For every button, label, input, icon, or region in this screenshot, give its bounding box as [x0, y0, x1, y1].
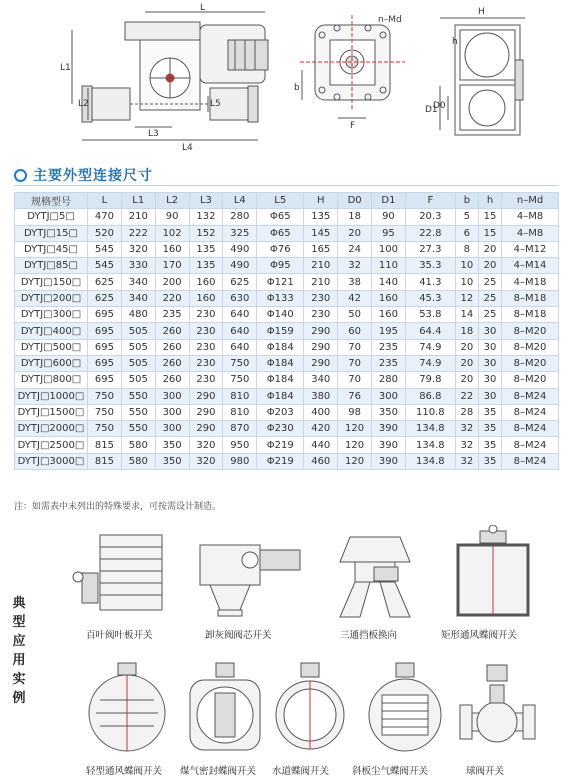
- value-cell: 8–M20: [502, 355, 559, 371]
- value-cell: 32: [455, 421, 478, 437]
- table-row: [15, 355, 559, 371]
- column-header: D1: [372, 193, 406, 209]
- value-cell: 695: [88, 355, 122, 371]
- value-cell: 14: [455, 307, 478, 323]
- value-cell: 400: [304, 404, 338, 420]
- value-cell: 45.3: [405, 290, 455, 306]
- value-cell: 550: [121, 404, 155, 420]
- value-cell: 8–M20: [502, 339, 559, 355]
- value-cell: 210: [304, 258, 338, 274]
- table-row: [15, 453, 559, 469]
- footnote: 注：如需表中未列出的特殊要求，可按需设计制造。: [14, 502, 222, 512]
- value-cell: 260: [155, 355, 189, 371]
- value-cell: 950: [223, 437, 257, 453]
- value-cell: 550: [121, 388, 155, 404]
- spec-table: [14, 192, 559, 470]
- value-cell: 210: [304, 274, 338, 290]
- value-cell: 695: [88, 323, 122, 339]
- value-cell: 60: [338, 323, 372, 339]
- dim-label-H: H: [478, 7, 485, 17]
- value-cell: 290: [189, 388, 223, 404]
- value-cell: 380: [304, 388, 338, 404]
- table-row: [15, 209, 559, 225]
- value-cell: 505: [121, 355, 155, 371]
- value-cell: 480: [121, 307, 155, 323]
- value-cell: 32: [455, 453, 478, 469]
- value-cell: 22.8: [405, 225, 455, 241]
- value-cell: 165: [304, 241, 338, 257]
- column-header: D0: [338, 193, 372, 209]
- value-cell: 8–M24: [502, 453, 559, 469]
- value-cell: 290: [189, 404, 223, 420]
- value-cell: 550: [121, 421, 155, 437]
- value-cell: Φ203: [257, 404, 304, 420]
- value-cell: 505: [121, 323, 155, 339]
- side-label: 典型应用实例: [12, 596, 26, 706]
- value-cell: 20: [455, 339, 478, 355]
- value-cell: 20.3: [405, 209, 455, 225]
- value-cell: Φ219: [257, 437, 304, 453]
- title-divider: [14, 185, 559, 186]
- value-cell: 35: [478, 421, 501, 437]
- table-row: [15, 372, 559, 388]
- value-cell: Φ184: [257, 372, 304, 388]
- value-cell: 695: [88, 372, 122, 388]
- value-cell: 90: [155, 209, 189, 225]
- value-cell: 4–M8: [502, 209, 559, 225]
- value-cell: 120: [338, 421, 372, 437]
- value-cell: 300: [372, 388, 406, 404]
- value-cell: 350: [155, 453, 189, 469]
- value-cell: 230: [189, 323, 223, 339]
- table-body: [15, 209, 559, 470]
- dim-label-b: b: [294, 83, 300, 93]
- value-cell: 120: [338, 437, 372, 453]
- value-cell: 30: [478, 323, 501, 339]
- flange-view-drawing: [300, 15, 405, 118]
- louver-valve-illustration: [70, 525, 170, 620]
- value-cell: Φ184: [257, 339, 304, 355]
- value-cell: 580: [121, 437, 155, 453]
- value-cell: 545: [88, 241, 122, 257]
- value-cell: 4–M8: [502, 225, 559, 241]
- value-cell: 132: [189, 209, 223, 225]
- value-cell: 30: [478, 339, 501, 355]
- table-row: [15, 388, 559, 404]
- value-cell: 53.8: [405, 307, 455, 323]
- value-cell: 35: [478, 437, 501, 453]
- value-cell: 260: [155, 372, 189, 388]
- value-cell: 74.9: [405, 355, 455, 371]
- value-cell: 640: [223, 307, 257, 323]
- value-cell: 695: [88, 339, 122, 355]
- value-cell: 695: [88, 307, 122, 323]
- dim-label-h: h: [452, 37, 458, 47]
- dim-label-L4: L4: [182, 143, 193, 153]
- model-cell: DYTJ□200□: [15, 290, 88, 306]
- gas-seal-butterfly-valve-illustration: [180, 655, 270, 755]
- water-butterfly-valve-illustration: [270, 655, 350, 755]
- value-cell: 8–M20: [502, 323, 559, 339]
- value-cell: 20: [478, 258, 501, 274]
- column-header: L4: [223, 193, 257, 209]
- value-cell: 35: [478, 404, 501, 420]
- value-cell: 280: [372, 372, 406, 388]
- value-cell: 15: [478, 225, 501, 241]
- value-cell: 230: [304, 290, 338, 306]
- caption-gas-seal: 煤气密封蝶阀开关: [180, 766, 257, 777]
- dim-label-F: F: [350, 121, 356, 131]
- section-heading: [14, 165, 153, 185]
- value-cell: 220: [155, 290, 189, 306]
- value-cell: 300: [155, 404, 189, 420]
- value-cell: 134.8: [405, 421, 455, 437]
- value-cell: 41.3: [405, 274, 455, 290]
- table-row: [15, 290, 559, 306]
- value-cell: 86.8: [405, 388, 455, 404]
- value-cell: 390: [372, 437, 406, 453]
- value-cell: 320: [189, 453, 223, 469]
- column-header: h: [478, 193, 501, 209]
- value-cell: 340: [121, 274, 155, 290]
- value-cell: 280: [223, 209, 257, 225]
- value-cell: 8–M18: [502, 290, 559, 306]
- table-row: [15, 404, 559, 420]
- value-cell: 8–M24: [502, 437, 559, 453]
- value-cell: 625: [88, 274, 122, 290]
- value-cell: 20: [478, 241, 501, 257]
- value-cell: 8–M24: [502, 404, 559, 420]
- value-cell: 260: [155, 339, 189, 355]
- model-cell: DYTJ□300□: [15, 307, 88, 323]
- table-row: [15, 274, 559, 290]
- value-cell: 79.8: [405, 372, 455, 388]
- model-cell: DYTJ□2000□: [15, 421, 88, 437]
- dim-label-L5: L5: [210, 99, 221, 109]
- value-cell: 24: [338, 241, 372, 257]
- value-cell: 490: [223, 241, 257, 257]
- value-cell: 135: [304, 209, 338, 225]
- value-cell: 325: [223, 225, 257, 241]
- caption-ash-valve: 卸灰阀阀芯开关: [205, 630, 272, 641]
- value-cell: 6: [455, 225, 478, 241]
- value-cell: 300: [155, 388, 189, 404]
- three-way-diverter-illustration: [330, 532, 420, 622]
- model-cell: DYTJ□2500□: [15, 437, 88, 453]
- dim-label-L1: L1: [60, 63, 71, 73]
- value-cell: 210: [121, 209, 155, 225]
- value-cell: 15: [478, 209, 501, 225]
- section-title: 主要外型连接尺寸: [33, 168, 153, 184]
- value-cell: 235: [155, 307, 189, 323]
- value-cell: 230: [189, 355, 223, 371]
- value-cell: 160: [189, 290, 223, 306]
- value-cell: 160: [372, 290, 406, 306]
- value-cell: Φ184: [257, 355, 304, 371]
- value-cell: 160: [155, 241, 189, 257]
- value-cell: 25: [478, 290, 501, 306]
- column-header: H: [304, 193, 338, 209]
- value-cell: 30: [478, 355, 501, 371]
- value-cell: 25: [478, 274, 501, 290]
- value-cell: 630: [223, 290, 257, 306]
- value-cell: 30: [478, 372, 501, 388]
- table-row: [15, 437, 559, 453]
- value-cell: 4–M14: [502, 258, 559, 274]
- model-cell: DYTJ□5□: [15, 209, 88, 225]
- table-row: [15, 258, 559, 274]
- value-cell: 420: [304, 421, 338, 437]
- value-cell: 70: [338, 372, 372, 388]
- value-cell: Φ184: [257, 388, 304, 404]
- dim-label-D1: D1: [425, 105, 438, 115]
- value-cell: 640: [223, 323, 257, 339]
- value-cell: 4–M18: [502, 274, 559, 290]
- value-cell: Φ159: [257, 323, 304, 339]
- caption-ball-valve: 球阀开关: [466, 766, 505, 777]
- value-cell: 8–M20: [502, 372, 559, 388]
- ash-discharge-valve-illustration: [190, 530, 310, 620]
- value-cell: 170: [155, 258, 189, 274]
- inclined-dust-butterfly-valve-illustration: [360, 655, 450, 755]
- value-cell: 8–M24: [502, 421, 559, 437]
- table-row: [15, 241, 559, 257]
- value-cell: 320: [189, 437, 223, 453]
- dim-label-n-md: n–Md: [378, 15, 402, 25]
- value-cell: 470: [88, 209, 122, 225]
- value-cell: 120: [338, 453, 372, 469]
- value-cell: 320: [121, 241, 155, 257]
- ball-valve-illustration: [455, 655, 540, 755]
- value-cell: 102: [155, 225, 189, 241]
- model-cell: DYTJ□150□: [15, 274, 88, 290]
- value-cell: 545: [88, 258, 122, 274]
- model-cell: DYTJ□400□: [15, 323, 88, 339]
- value-cell: 815: [88, 453, 122, 469]
- column-header: F: [405, 193, 455, 209]
- model-cell: DYTJ□600□: [15, 355, 88, 371]
- value-cell: 12: [455, 290, 478, 306]
- value-cell: 135: [189, 258, 223, 274]
- value-cell: 505: [121, 339, 155, 355]
- value-cell: 750: [88, 388, 122, 404]
- value-cell: 27.3: [405, 241, 455, 257]
- value-cell: 350: [155, 437, 189, 453]
- table-row: [15, 339, 559, 355]
- column-header: 规格型号: [15, 193, 88, 209]
- value-cell: 235: [372, 339, 406, 355]
- value-cell: Φ95: [257, 258, 304, 274]
- value-cell: 750: [88, 404, 122, 420]
- value-cell: 625: [223, 274, 257, 290]
- value-cell: 70: [338, 355, 372, 371]
- value-cell: 490: [223, 258, 257, 274]
- value-cell: 20: [455, 355, 478, 371]
- dim-label-L3: L3: [148, 129, 159, 139]
- value-cell: 300: [155, 421, 189, 437]
- value-cell: 20: [338, 225, 372, 241]
- value-cell: Φ140: [257, 307, 304, 323]
- value-cell: 64.4: [405, 323, 455, 339]
- value-cell: 440: [304, 437, 338, 453]
- value-cell: 18: [455, 323, 478, 339]
- value-cell: 4–M12: [502, 241, 559, 257]
- value-cell: Φ65: [257, 209, 304, 225]
- caption-light-butterfly: 轻型通风蝶阀开关: [86, 766, 163, 777]
- caption-three-way: 三通挡板换向: [340, 630, 398, 641]
- value-cell: 580: [121, 453, 155, 469]
- value-cell: 340: [304, 372, 338, 388]
- value-cell: 140: [372, 274, 406, 290]
- value-cell: 390: [372, 453, 406, 469]
- value-cell: 200: [155, 274, 189, 290]
- value-cell: 230: [189, 372, 223, 388]
- table-row: [15, 225, 559, 241]
- light-butterfly-valve-illustration: [80, 655, 175, 755]
- dim-label-D0: D0: [433, 101, 446, 111]
- value-cell: 135: [189, 241, 223, 257]
- value-cell: 350: [372, 404, 406, 420]
- value-cell: 70: [338, 339, 372, 355]
- column-header: n–Md: [502, 193, 559, 209]
- rectangular-butterfly-valve-illustration: [450, 525, 535, 620]
- value-cell: 750: [223, 372, 257, 388]
- model-cell: DYTJ□85□: [15, 258, 88, 274]
- caption-water-butterfly: 水道蝶阀开关: [272, 766, 330, 777]
- value-cell: 290: [304, 339, 338, 355]
- value-cell: 290: [189, 421, 223, 437]
- value-cell: 340: [121, 290, 155, 306]
- model-cell: DYTJ□3000□: [15, 453, 88, 469]
- column-header: L3: [189, 193, 223, 209]
- value-cell: Φ133: [257, 290, 304, 306]
- table-header-row: [15, 193, 559, 209]
- value-cell: Φ65: [257, 225, 304, 241]
- value-cell: Φ219: [257, 453, 304, 469]
- value-cell: 260: [155, 323, 189, 339]
- side-view-drawing: [72, 12, 268, 140]
- value-cell: 815: [88, 437, 122, 453]
- value-cell: 290: [304, 355, 338, 371]
- caption-inclined-dust: 斜板尘气蝶阀开关: [352, 766, 429, 777]
- value-cell: 152: [189, 225, 223, 241]
- value-cell: Φ121: [257, 274, 304, 290]
- value-cell: 195: [372, 323, 406, 339]
- value-cell: 10: [455, 274, 478, 290]
- value-cell: 134.8: [405, 453, 455, 469]
- value-cell: 42: [338, 290, 372, 306]
- value-cell: 160: [372, 307, 406, 323]
- value-cell: 18: [338, 209, 372, 225]
- table-row: [15, 421, 559, 437]
- column-header: L1: [121, 193, 155, 209]
- value-cell: 22: [455, 388, 478, 404]
- value-cell: 640: [223, 339, 257, 355]
- value-cell: 20: [455, 372, 478, 388]
- value-cell: 810: [223, 388, 257, 404]
- value-cell: 35.3: [405, 258, 455, 274]
- value-cell: 230: [189, 339, 223, 355]
- value-cell: 90: [372, 209, 406, 225]
- caption-louver-valve: 百叶阀叶板开关: [86, 630, 153, 641]
- model-cell: DYTJ□500□: [15, 339, 88, 355]
- table-row: [15, 323, 559, 339]
- value-cell: 810: [223, 404, 257, 420]
- bullet-ring-icon: [14, 169, 27, 182]
- value-cell: 100: [372, 241, 406, 257]
- model-cell: DYTJ□15□: [15, 225, 88, 241]
- value-cell: 505: [121, 372, 155, 388]
- value-cell: Φ230: [257, 421, 304, 437]
- value-cell: 32: [338, 258, 372, 274]
- value-cell: 750: [88, 421, 122, 437]
- value-cell: 134.8: [405, 437, 455, 453]
- model-cell: DYTJ□45□: [15, 241, 88, 257]
- value-cell: 8: [455, 241, 478, 257]
- value-cell: 110: [372, 258, 406, 274]
- value-cell: 145: [304, 225, 338, 241]
- value-cell: 160: [189, 274, 223, 290]
- value-cell: Φ76: [257, 241, 304, 257]
- column-header: L5: [257, 193, 304, 209]
- model-cell: DYTJ□1500□: [15, 404, 88, 420]
- column-header: L2: [155, 193, 189, 209]
- table-row: [15, 307, 559, 323]
- dimension-drawings: [0, 0, 572, 160]
- value-cell: 235: [372, 355, 406, 371]
- value-cell: 74.9: [405, 339, 455, 355]
- value-cell: 8–M18: [502, 307, 559, 323]
- value-cell: 625: [88, 290, 122, 306]
- column-header: b: [455, 193, 478, 209]
- value-cell: 230: [304, 307, 338, 323]
- value-cell: 30: [478, 388, 501, 404]
- value-cell: 110.8: [405, 404, 455, 420]
- value-cell: 28: [455, 404, 478, 420]
- value-cell: 980: [223, 453, 257, 469]
- value-cell: 25: [478, 307, 501, 323]
- value-cell: 460: [304, 453, 338, 469]
- model-cell: DYTJ□800□: [15, 372, 88, 388]
- model-cell: DYTJ□1000□: [15, 388, 88, 404]
- end-view-drawing: [440, 18, 525, 135]
- dim-label-L: L: [200, 3, 206, 13]
- value-cell: 5: [455, 209, 478, 225]
- value-cell: 520: [88, 225, 122, 241]
- dim-label-L2: L2: [78, 99, 89, 109]
- value-cell: 35: [478, 453, 501, 469]
- value-cell: 32: [455, 437, 478, 453]
- value-cell: 50: [338, 307, 372, 323]
- value-cell: 330: [121, 258, 155, 274]
- value-cell: 390: [372, 421, 406, 437]
- value-cell: 76: [338, 388, 372, 404]
- value-cell: 750: [223, 355, 257, 371]
- value-cell: 10: [455, 258, 478, 274]
- value-cell: 98: [338, 404, 372, 420]
- value-cell: 222: [121, 225, 155, 241]
- value-cell: 290: [304, 323, 338, 339]
- value-cell: 38: [338, 274, 372, 290]
- value-cell: 95: [372, 225, 406, 241]
- caption-rect-butterfly: 矩形通风蝶阀开关: [441, 630, 518, 641]
- value-cell: 8–M24: [502, 388, 559, 404]
- column-header: L: [88, 193, 122, 209]
- value-cell: 230: [189, 307, 223, 323]
- value-cell: 870: [223, 421, 257, 437]
